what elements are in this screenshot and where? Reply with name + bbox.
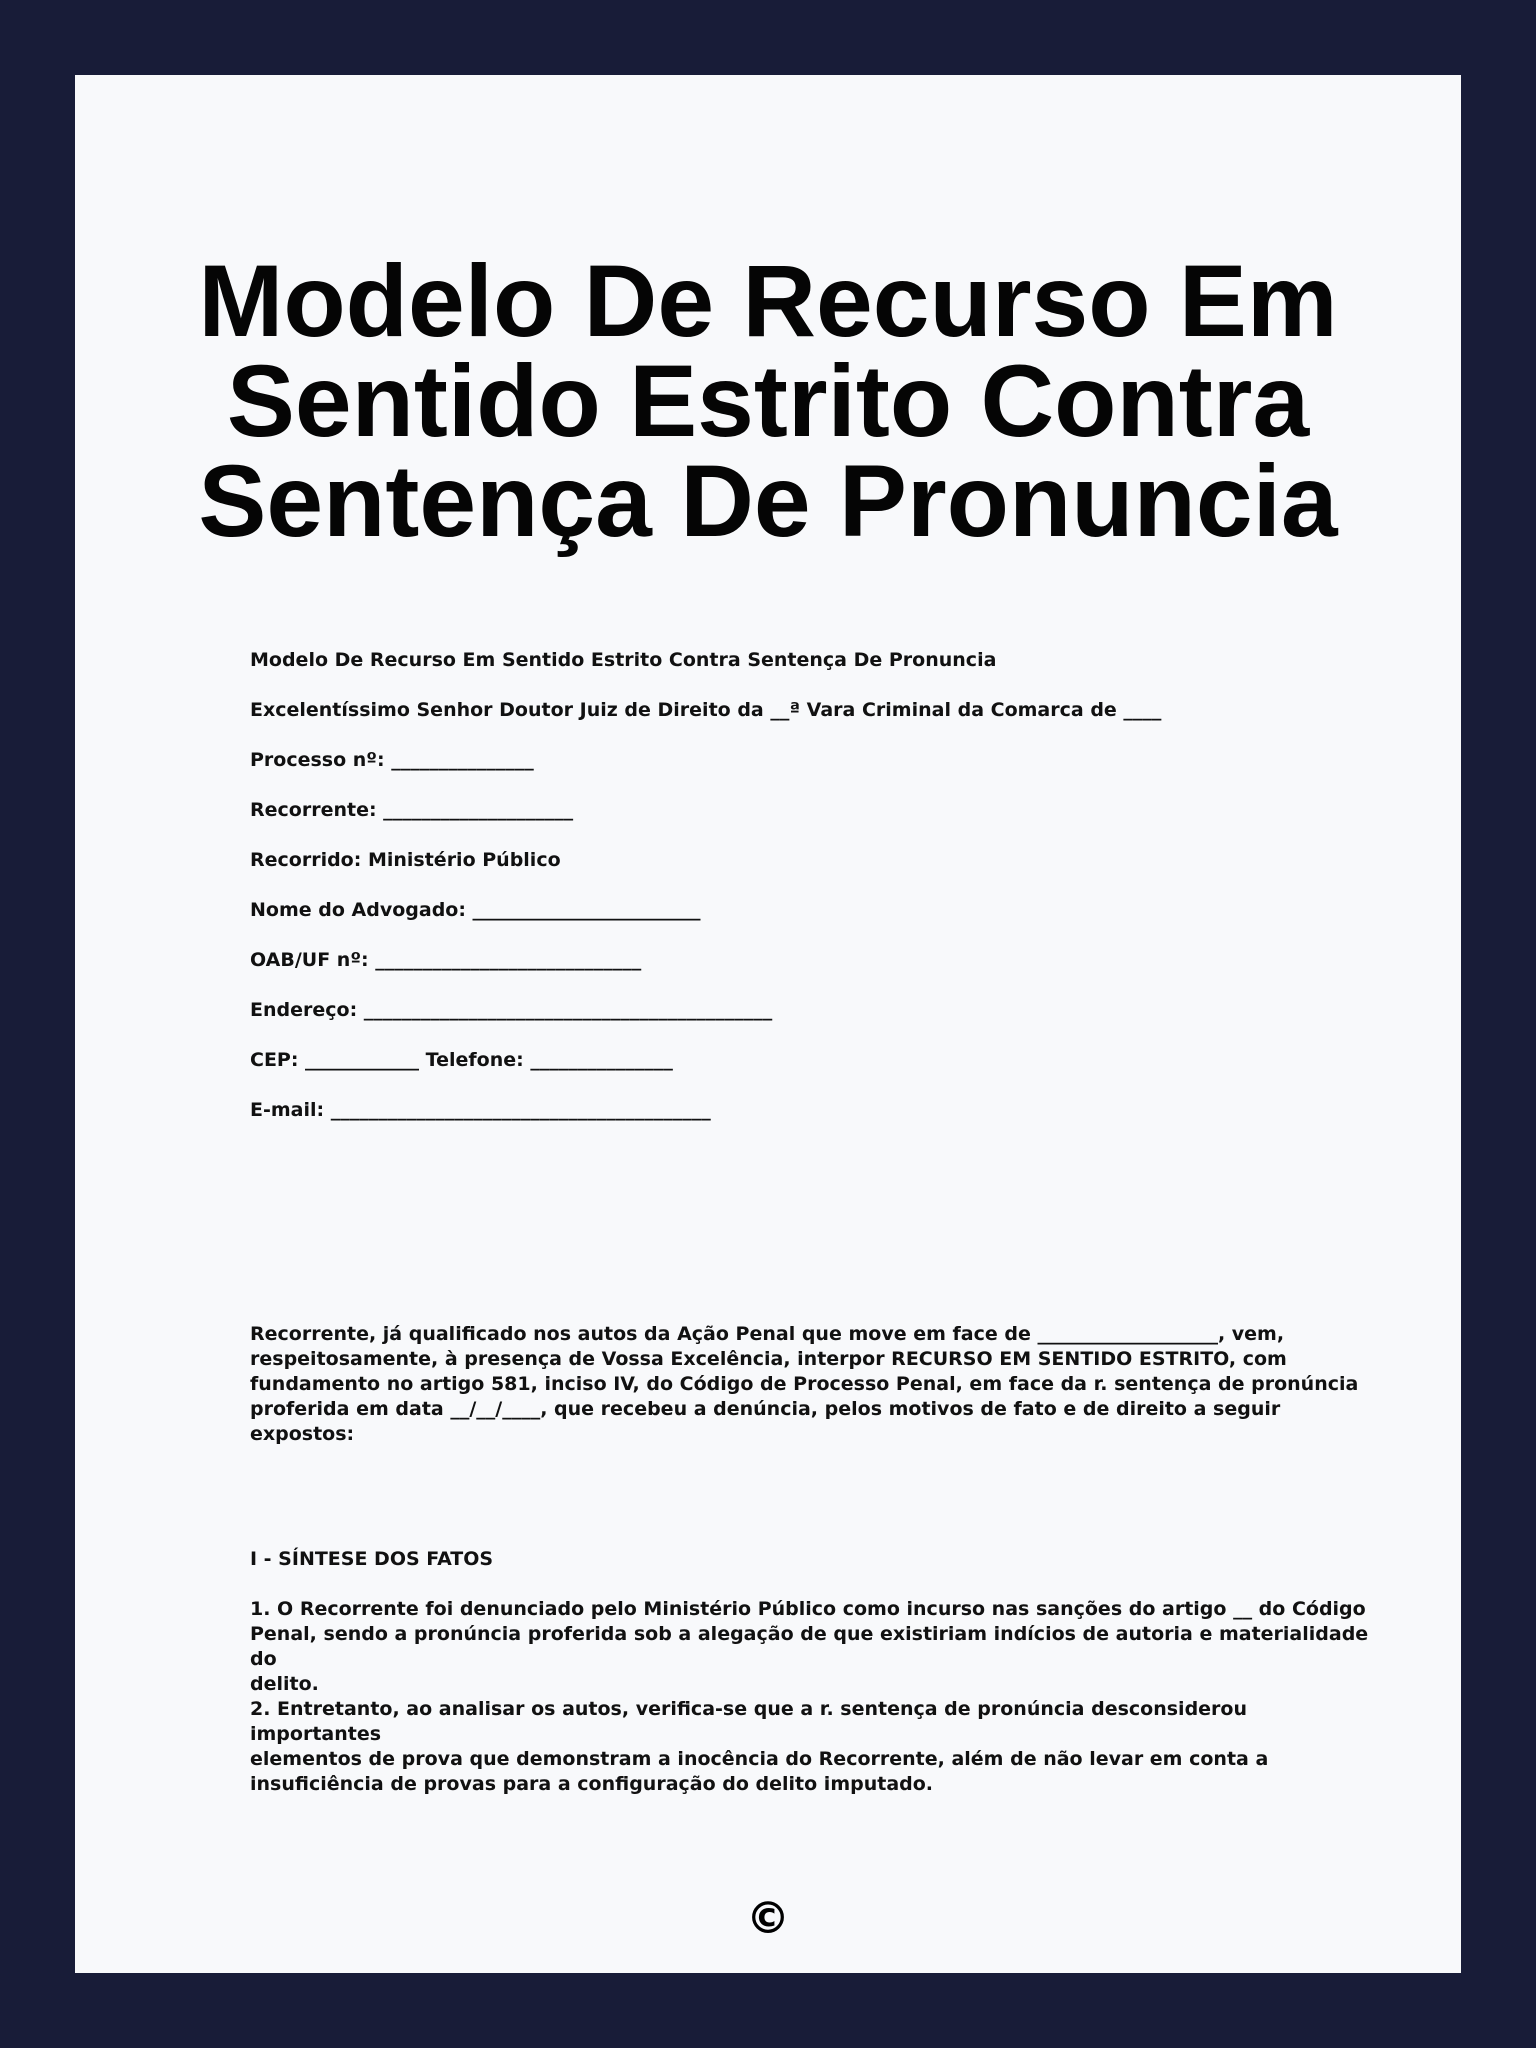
document-title: Modelo De Recurso Em Sentido Estrito Contra Sentença De Pronuncia [198, 244, 1338, 558]
document-body [250, 648, 1370, 1795]
header-line-appellee: Recorrido: Ministério Público [250, 849, 561, 871]
header-line-email: E-mail: ________________________________________ [250, 1099, 711, 1121]
header-line-cep-phone: CEP: ____________ Telefone: _______________ [250, 1049, 673, 1071]
fact-paragraph-2: 2. Entretanto, ao analisar os autos, verifica-se que a r. sentença de pronúncia desconsiderou importantes elementos de prova que demonstram a inocência do Recorrente, além de não levar em conta a insuficiência de provas para a configuração do delito imputado. [250, 1698, 1269, 1795]
header-line-title: Modelo De Recurso Em Sentido Estrito Contra Sentença De Pronuncia [250, 649, 997, 671]
header-line-address: Endereço: ___________________________________________ [250, 999, 773, 1021]
header-line-appellant: Recorrente: ____________________ [250, 799, 574, 821]
section-heading: I - SÍNTESE DOS FATOS [250, 1548, 494, 1570]
copyright-icon: © [746, 1893, 790, 1944]
header-line-oab: OAB/UF nº: ____________________________ [250, 949, 642, 971]
header-line-lawyer-name: Nome do Advogado: ________________________ [250, 899, 701, 921]
fact-paragraph-1: 1. O Recorrente foi denunciado pelo Ministério Público como incurso nas sanções do artigo __ do Código Penal, sendo a pronúncia proferida sob a alegação de que existiriam indícios de autoria e materialidade do delito. [250, 1598, 1369, 1695]
header-line-addressee: Excelentíssimo Senhor Doutor Juiz de Direito da __ª Vara Criminal da Comarca de ____ [250, 699, 1162, 721]
document-page [75, 75, 1461, 1973]
header-line-process-number: Processo nº: _______________ [250, 749, 534, 771]
intro-paragraph: Recorrente, já qualificado nos autos da Ação Penal que move em face de ___________________, vem, respeitosamente, à presença de Vossa Excelência, interpor RECURSO EM SENTIDO ESTRITO, com fundamento no artigo 581, inciso IV, do Código de Processo Penal, em face da r. sentença de pronúncia proferida em data __/__/____, que recebeu a denúncia, pelos motivos de fato e de direito a seguir expostos: [250, 1323, 1359, 1445]
